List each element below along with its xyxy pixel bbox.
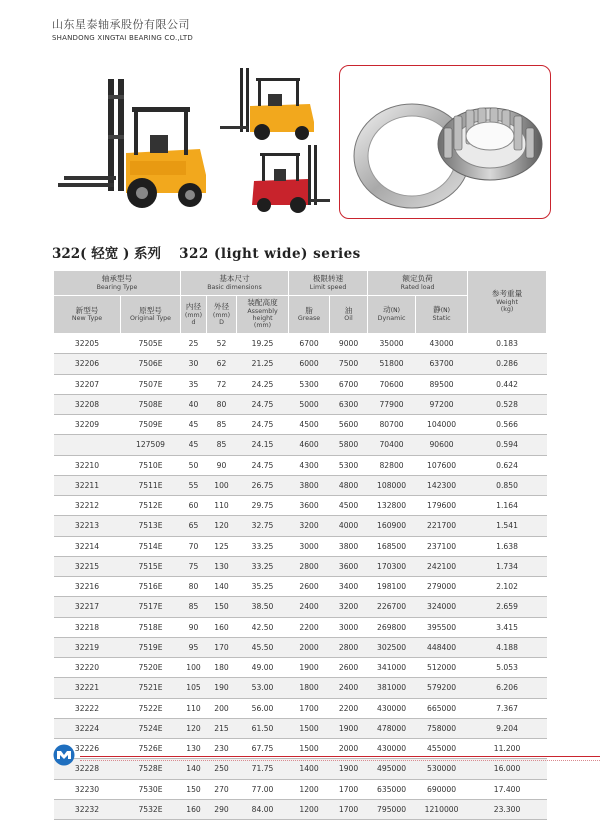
cell-original-type: 7516E: [121, 577, 181, 597]
cell-new-type: 32206: [54, 354, 121, 374]
cell-static-load: 90600: [416, 435, 468, 455]
cell-original-type: 7518E: [121, 617, 181, 637]
cell-original-type: 7508E: [121, 394, 181, 414]
table-row: [54, 394, 547, 414]
cell-assembly-height: 19.25: [237, 334, 289, 354]
cell-grease-speed: 1200: [289, 779, 330, 799]
forklift-large-image: [50, 65, 213, 215]
cell-dynamic-load: 430000: [368, 698, 416, 718]
cell-static-load: 579200: [416, 678, 468, 698]
cell-weight: 2.102: [468, 577, 547, 597]
cell-assembly-height: 33.25: [237, 536, 289, 556]
cell-dynamic-load: 132800: [368, 496, 416, 516]
cell-oil-speed: 1900: [330, 759, 368, 779]
cell-grease-speed: 1400: [289, 759, 330, 779]
table-row: [54, 374, 547, 394]
cell-dynamic-load: 160900: [368, 516, 416, 536]
table-row: [54, 435, 547, 455]
table-row: [54, 698, 547, 718]
cell-new-type: 32221: [54, 678, 121, 698]
table-row: [54, 678, 547, 698]
cell-inner-diameter: 30: [181, 354, 207, 374]
table-row: [54, 799, 547, 819]
cell-outer-diameter: 110: [207, 496, 237, 516]
header-rated-load: 额定负荷 Rated load: [368, 271, 468, 296]
cell-inner-diameter: 75: [181, 556, 207, 576]
cell-dynamic-load: 341000: [368, 658, 416, 678]
cell-original-type: 7514E: [121, 536, 181, 556]
cell-oil-speed: 2000: [330, 739, 368, 759]
cell-static-load: 279000: [416, 577, 468, 597]
cell-new-type: 32218: [54, 617, 121, 637]
cell-assembly-height: 26.75: [237, 475, 289, 495]
cell-assembly-height: 24.15: [237, 435, 289, 455]
cell-assembly-height: 24.75: [237, 455, 289, 475]
cell-oil-speed: 3400: [330, 577, 368, 597]
header-inner-diameter: 内径 (mm) d: [181, 296, 207, 334]
table-row: [54, 415, 547, 435]
table-row: [54, 496, 547, 516]
cell-grease-speed: 1900: [289, 658, 330, 678]
cell-grease-speed: 3200: [289, 516, 330, 536]
cell-outer-diameter: 85: [207, 415, 237, 435]
header-limit-speed: 极限转速 Limit speed: [289, 271, 368, 296]
cell-outer-diameter: 160: [207, 617, 237, 637]
cell-grease-speed: 2600: [289, 577, 330, 597]
cell-grease-speed: 1800: [289, 678, 330, 698]
cell-static-load: 242100: [416, 556, 468, 576]
cell-grease-speed: 6000: [289, 354, 330, 374]
cell-original-type: 7530E: [121, 779, 181, 799]
cell-grease-speed: 2200: [289, 617, 330, 637]
cell-assembly-height: 24.25: [237, 374, 289, 394]
cell-static-load: 221700: [416, 516, 468, 536]
cell-dynamic-load: 168500: [368, 536, 416, 556]
cell-oil-speed: 4500: [330, 496, 368, 516]
series-title-cn: 322( 轻宽 ) 系列: [52, 246, 162, 262]
cell-oil-speed: 5800: [330, 435, 368, 455]
cell-new-type: 32230: [54, 779, 121, 799]
cell-static-load: 104000: [416, 415, 468, 435]
cell-assembly-height: 53.00: [237, 678, 289, 698]
cell-oil-speed: 1700: [330, 799, 368, 819]
cell-dynamic-load: 35000: [368, 334, 416, 354]
company-logo: [53, 744, 75, 766]
table-row: [54, 637, 547, 657]
cell-weight: 16.000: [468, 759, 547, 779]
cell-assembly-height: 21.25: [237, 354, 289, 374]
cell-assembly-height: 56.00: [237, 698, 289, 718]
cell-assembly-height: 33.25: [237, 556, 289, 576]
cell-static-load: 179600: [416, 496, 468, 516]
cell-grease-speed: 2000: [289, 637, 330, 657]
cell-grease-speed: 4500: [289, 415, 330, 435]
cell-inner-diameter: 60: [181, 496, 207, 516]
cell-inner-diameter: 80: [181, 577, 207, 597]
cell-original-type: 7520E: [121, 658, 181, 678]
cell-dynamic-load: 430000: [368, 739, 416, 759]
cell-original-type: 7510E: [121, 455, 181, 475]
cell-inner-diameter: 40: [181, 394, 207, 414]
cell-new-type: 32222: [54, 698, 121, 718]
cell-weight: 0.183: [468, 334, 547, 354]
cell-dynamic-load: 70600: [368, 374, 416, 394]
cell-outer-diameter: 52: [207, 334, 237, 354]
cell-inner-diameter: 55: [181, 475, 207, 495]
cell-original-type: 127509: [121, 435, 181, 455]
cell-original-type: 7507E: [121, 374, 181, 394]
cell-oil-speed: 3000: [330, 617, 368, 637]
header-assembly-height: 装配高度 Assembly height (mm): [237, 296, 289, 334]
table-row: [54, 354, 547, 374]
cell-weight: 0.442: [468, 374, 547, 394]
company-name-en: SHANDONG XINGTAI BEARING CO.,LTD: [52, 34, 193, 42]
bearing-image-frame: [339, 65, 551, 219]
header-basic-dimensions: 基本尺寸 Basic dimensions: [181, 271, 289, 296]
cell-original-type: 7526E: [121, 739, 181, 759]
cell-dynamic-load: 381000: [368, 678, 416, 698]
table-row: [54, 658, 547, 678]
cell-grease-speed: 1500: [289, 718, 330, 738]
cell-dynamic-load: 495000: [368, 759, 416, 779]
cell-weight: 1.734: [468, 556, 547, 576]
cell-outer-diameter: 100: [207, 475, 237, 495]
table-row: [54, 617, 547, 637]
cell-oil-speed: 1900: [330, 718, 368, 738]
cell-oil-speed: 6700: [330, 374, 368, 394]
cell-inner-diameter: 90: [181, 617, 207, 637]
cell-static-load: 448400: [416, 637, 468, 657]
cell-weight: 0.850: [468, 475, 547, 495]
header-static: 静(N) Static: [416, 296, 468, 334]
cell-dynamic-load: 82800: [368, 455, 416, 475]
table-row: [54, 475, 547, 495]
cell-outer-diameter: 200: [207, 698, 237, 718]
cell-oil-speed: 3600: [330, 556, 368, 576]
cell-assembly-height: 29.75: [237, 496, 289, 516]
cell-static-load: 395500: [416, 617, 468, 637]
header-dynamic: 动(N) Dynamic: [368, 296, 416, 334]
cell-original-type: 7532E: [121, 799, 181, 819]
cell-original-type: 7512E: [121, 496, 181, 516]
cell-grease-speed: 3000: [289, 536, 330, 556]
cell-dynamic-load: 795000: [368, 799, 416, 819]
cell-static-load: 512000: [416, 658, 468, 678]
cell-assembly-height: 38.50: [237, 597, 289, 617]
cell-static-load: 530000: [416, 759, 468, 779]
cell-new-type: 32219: [54, 637, 121, 657]
cell-new-type: 32208: [54, 394, 121, 414]
cell-assembly-height: 35.25: [237, 577, 289, 597]
cell-original-type: 7505E: [121, 334, 181, 354]
forklift-small-image: [218, 64, 331, 142]
cell-inner-diameter: 150: [181, 779, 207, 799]
cell-static-load: 690000: [416, 779, 468, 799]
cell-oil-speed: 2600: [330, 658, 368, 678]
cell-inner-diameter: 100: [181, 658, 207, 678]
cell-weight: 23.300: [468, 799, 547, 819]
cell-static-load: 455000: [416, 739, 468, 759]
cell-dynamic-load: 170300: [368, 556, 416, 576]
cell-inner-diameter: 45: [181, 435, 207, 455]
cell-original-type: 7524E: [121, 718, 181, 738]
cell-oil-speed: 5300: [330, 455, 368, 475]
cell-outer-diameter: 90: [207, 455, 237, 475]
cell-original-type: 7511E: [121, 475, 181, 495]
cell-inner-diameter: 140: [181, 759, 207, 779]
cell-static-load: 97200: [416, 394, 468, 414]
cell-original-type: 7513E: [121, 516, 181, 536]
cell-inner-diameter: 120: [181, 718, 207, 738]
table-row: [54, 759, 547, 779]
cell-assembly-height: 77.00: [237, 779, 289, 799]
cell-grease-speed: 1500: [289, 739, 330, 759]
cell-outer-diameter: 120: [207, 516, 237, 536]
cell-inner-diameter: 85: [181, 597, 207, 617]
cell-inner-diameter: 95: [181, 637, 207, 657]
table-row: [54, 536, 547, 556]
cell-weight: 11.200: [468, 739, 547, 759]
cell-grease-speed: 3800: [289, 475, 330, 495]
table-row: [54, 718, 547, 738]
cell-outer-diameter: 215: [207, 718, 237, 738]
cell-original-type: 7506E: [121, 354, 181, 374]
cell-weight: 6.206: [468, 678, 547, 698]
cell-dynamic-load: 302500: [368, 637, 416, 657]
cell-inner-diameter: 50: [181, 455, 207, 475]
cell-oil-speed: 1700: [330, 779, 368, 799]
cell-assembly-height: 24.75: [237, 394, 289, 414]
cell-new-type: 32212: [54, 496, 121, 516]
cell-dynamic-load: 635000: [368, 779, 416, 799]
cell-oil-speed: 9000: [330, 334, 368, 354]
cell-static-load: 63700: [416, 354, 468, 374]
cell-new-type: 32217: [54, 597, 121, 617]
footer-line: [80, 756, 600, 757]
cell-oil-speed: 4000: [330, 516, 368, 536]
cell-weight: 1.541: [468, 516, 547, 536]
cell-new-type: 32215: [54, 556, 121, 576]
cell-inner-diameter: 35: [181, 374, 207, 394]
cell-grease-speed: 2400: [289, 597, 330, 617]
cell-inner-diameter: 70: [181, 536, 207, 556]
cell-oil-speed: 2200: [330, 698, 368, 718]
cell-grease-speed: 4600: [289, 435, 330, 455]
cell-new-type: 32220: [54, 658, 121, 678]
cell-outer-diameter: 62: [207, 354, 237, 374]
cell-assembly-height: 24.75: [237, 415, 289, 435]
company-header: [52, 16, 193, 42]
table-row: [54, 597, 547, 617]
cell-weight: 2.659: [468, 597, 547, 617]
cell-weight: 0.528: [468, 394, 547, 414]
cell-inner-diameter: 105: [181, 678, 207, 698]
cell-outer-diameter: 150: [207, 597, 237, 617]
cell-new-type: 32207: [54, 374, 121, 394]
cell-outer-diameter: 230: [207, 739, 237, 759]
cell-inner-diameter: 65: [181, 516, 207, 536]
cell-outer-diameter: 180: [207, 658, 237, 678]
cell-outer-diameter: 250: [207, 759, 237, 779]
cell-static-load: 758000: [416, 718, 468, 738]
cell-new-type: 32214: [54, 536, 121, 556]
cell-weight: 3.415: [468, 617, 547, 637]
cell-weight: 0.566: [468, 415, 547, 435]
cell-outer-diameter: 290: [207, 799, 237, 819]
cell-grease-speed: 1200: [289, 799, 330, 819]
cell-original-type: 7519E: [121, 637, 181, 657]
cell-static-load: 665000: [416, 698, 468, 718]
spec-table-body: [54, 334, 547, 820]
cell-outer-diameter: 125: [207, 536, 237, 556]
cell-dynamic-load: 80700: [368, 415, 416, 435]
cell-static-load: 324000: [416, 597, 468, 617]
cell-dynamic-load: 70400: [368, 435, 416, 455]
cell-dynamic-load: 77900: [368, 394, 416, 414]
header-original-type: 原型号 Original Type: [121, 296, 181, 334]
cell-new-type: 32232: [54, 799, 121, 819]
cell-assembly-height: 67.75: [237, 739, 289, 759]
tapered-roller-bearing-image: [340, 66, 550, 218]
cell-assembly-height: 84.00: [237, 799, 289, 819]
cell-original-type: 7517E: [121, 597, 181, 617]
cell-weight: 1.164: [468, 496, 547, 516]
cell-dynamic-load: 198100: [368, 577, 416, 597]
table-row: [54, 556, 547, 576]
cell-weight: 0.624: [468, 455, 547, 475]
forklift-red-image: [246, 143, 331, 215]
cell-oil-speed: 2800: [330, 637, 368, 657]
cell-oil-speed: 5600: [330, 415, 368, 435]
cell-weight: 1.638: [468, 536, 547, 556]
cell-inner-diameter: 25: [181, 334, 207, 354]
cell-outer-diameter: 140: [207, 577, 237, 597]
cell-new-type: 32211: [54, 475, 121, 495]
cell-original-type: 7515E: [121, 556, 181, 576]
cell-oil-speed: 3800: [330, 536, 368, 556]
cell-outer-diameter: 80: [207, 394, 237, 414]
bearing-spec-table: [53, 270, 547, 820]
cell-original-type: 7522E: [121, 698, 181, 718]
cell-weight: 0.594: [468, 435, 547, 455]
cell-grease-speed: 6700: [289, 334, 330, 354]
cell-static-load: 107600: [416, 455, 468, 475]
cell-static-load: 89500: [416, 374, 468, 394]
cell-oil-speed: 6300: [330, 394, 368, 414]
cell-new-type: 32224: [54, 718, 121, 738]
cell-weight: 4.188: [468, 637, 547, 657]
series-title-en: 322 (light wide) series: [179, 246, 361, 262]
cell-assembly-height: 42.50: [237, 617, 289, 637]
cell-weight: 9.204: [468, 718, 547, 738]
cell-dynamic-load: 51800: [368, 354, 416, 374]
header-bearing-type: 轴承型号 Bearing Type: [54, 271, 181, 296]
table-row: [54, 455, 547, 475]
cell-grease-speed: 4300: [289, 455, 330, 475]
cell-assembly-height: 61.50: [237, 718, 289, 738]
table-row: [54, 516, 547, 536]
cell-inner-diameter: 130: [181, 739, 207, 759]
header-grease: 脂 Grease: [289, 296, 330, 334]
cell-dynamic-load: 478000: [368, 718, 416, 738]
cell-grease-speed: 1700: [289, 698, 330, 718]
cell-outer-diameter: 190: [207, 678, 237, 698]
cell-original-type: 7528E: [121, 759, 181, 779]
header-oil: 油 Oil: [330, 296, 368, 334]
cell-dynamic-load: 226700: [368, 597, 416, 617]
cell-dynamic-load: 108000: [368, 475, 416, 495]
cell-new-type: 32226: [54, 739, 121, 759]
cell-static-load: 237100: [416, 536, 468, 556]
cell-grease-speed: 2800: [289, 556, 330, 576]
cell-weight: 7.367: [468, 698, 547, 718]
cell-static-load: 142300: [416, 475, 468, 495]
cell-assembly-height: 45.50: [237, 637, 289, 657]
cell-weight: 5.053: [468, 658, 547, 678]
header-outer-diameter: 外径 (mm) D: [207, 296, 237, 334]
cell-new-type: 32213: [54, 516, 121, 536]
table-row: [54, 334, 547, 354]
cell-inner-diameter: 110: [181, 698, 207, 718]
cell-oil-speed: 3200: [330, 597, 368, 617]
cell-oil-speed: 7500: [330, 354, 368, 374]
header-new-type: 新型号 New Type: [54, 296, 121, 334]
cell-assembly-height: 71.75: [237, 759, 289, 779]
cell-grease-speed: 5000: [289, 394, 330, 414]
cell-dynamic-load: 269800: [368, 617, 416, 637]
cell-outer-diameter: 130: [207, 556, 237, 576]
cell-oil-speed: 2400: [330, 678, 368, 698]
cell-static-load: 1210000: [416, 799, 468, 819]
cell-inner-diameter: 45: [181, 415, 207, 435]
series-title: [52, 242, 361, 262]
cell-outer-diameter: 170: [207, 637, 237, 657]
cell-outer-diameter: 72: [207, 374, 237, 394]
cell-original-type: 7521E: [121, 678, 181, 698]
cell-grease-speed: 3600: [289, 496, 330, 516]
footer-dotted-line: [80, 760, 600, 761]
table-row: [54, 577, 547, 597]
cell-new-type: 32205: [54, 334, 121, 354]
cell-inner-diameter: 160: [181, 799, 207, 819]
cell-assembly-height: 32.75: [237, 516, 289, 536]
table-row: [54, 779, 547, 799]
header-weight: 参考重量 Weight (kg): [468, 271, 547, 334]
cell-static-load: 43000: [416, 334, 468, 354]
cell-outer-diameter: 85: [207, 435, 237, 455]
cell-original-type: 7509E: [121, 415, 181, 435]
cell-weight: 17.400: [468, 779, 547, 799]
cell-new-type: 32228: [54, 759, 121, 779]
cell-weight: 0.286: [468, 354, 547, 374]
cell-new-type: 32210: [54, 455, 121, 475]
cell-grease-speed: 5300: [289, 374, 330, 394]
company-name-cn: 山东星泰轴承股份有限公司: [52, 18, 190, 31]
cell-new-type: 32216: [54, 577, 121, 597]
cell-new-type: [54, 435, 121, 455]
cell-assembly-height: 49.00: [237, 658, 289, 678]
cell-oil-speed: 4800: [330, 475, 368, 495]
cell-new-type: 32209: [54, 415, 121, 435]
cell-outer-diameter: 270: [207, 779, 237, 799]
